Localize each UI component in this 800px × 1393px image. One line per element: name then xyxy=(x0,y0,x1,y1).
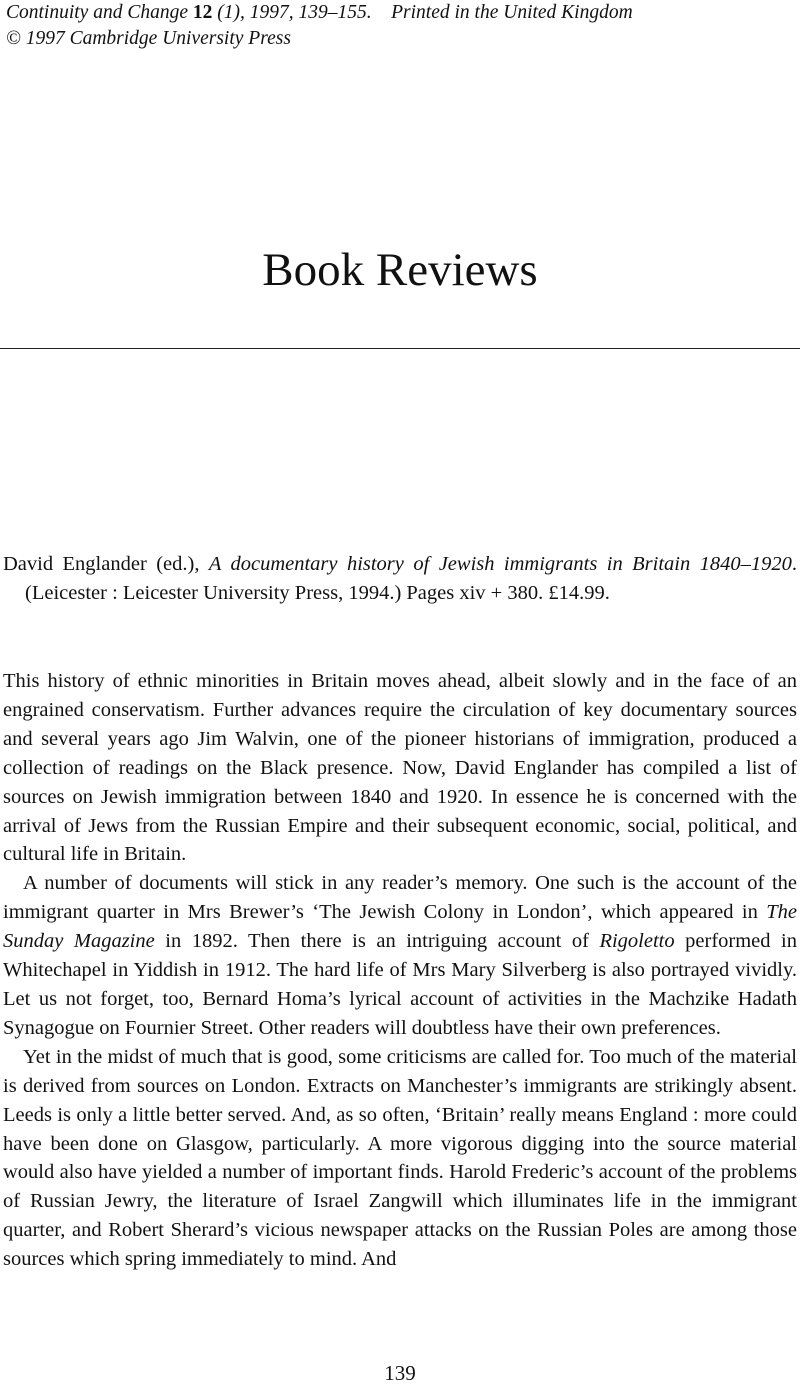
printed-note: Printed in the United Kingdom xyxy=(391,2,633,23)
paragraph-2-text-b: in 1892. Then there is an intriguing account of xyxy=(154,930,600,953)
copyright-line: © 1997 Cambridge University Press xyxy=(6,28,291,49)
paragraph-3: Yet in the midst of much that is good, some criticisms are called for. Too much of the material is derived from sources on London. Extracts on Manchester’s immigrants are strikingly absent. Leeds is only a little better served. And, as so often, ‘Britain’ really means England : more could have been done on Glasgow, particularly. A more vigorous digging into the source material would also have yielded a number of important finds. Harold Frederic’s account of the problems of Russian Jewry, the literature of Israel Zangwill which illuminates life in the immigrant quarter, and Robert Sherard’s vicious newspaper attacks on the Russian Poles are among those sources which spring immediately to mind. And xyxy=(3,1045,797,1271)
citation-details: . (Leicester : Leicester University Press, 1994.) Pages xiv + 380. £14.99. xyxy=(25,553,798,604)
journal-issue-pages: (1), 1997, 139–155. xyxy=(217,2,372,23)
journal-name: Continuity and Change xyxy=(6,2,188,23)
title-rule xyxy=(0,348,800,349)
journal-line xyxy=(6,0,796,26)
page-number: 139 xyxy=(384,1361,416,1385)
running-header xyxy=(6,0,796,52)
book-citation xyxy=(3,550,797,608)
section-title: Book Reviews xyxy=(262,244,538,296)
paragraph-2-text-c: performed in Whitechapel in Yiddish in 1912. The hard life of Mrs Mary Silverberg is also portrayed vividly. Let us not forget, too, Bernard Homa’s lyrical account of activities in the Machzike Hadath Synagogue on Fournier Street. Other readers will doubtless have their own preferences. xyxy=(3,930,797,1039)
paragraph-1: This history of ethnic minorities in Britain moves ahead, albeit slowly and in the face of an engrained conservatism. Further advances require the circulation of key documentary sources and several years ago Jim Walvin, one of the pioneer historians of immigration, produced a collection of readings on the Black presence. Now, David Englander has compiled a list of sources on Jewish immigration between 1840 and 1920. In essence he is concerned with the arrival of Jews from the Russian Empire and their subsequent economic, social, political, and cultural life in Britain. xyxy=(3,670,797,866)
opera-title: Rigoletto xyxy=(599,930,675,953)
journal-volume: 12 xyxy=(192,2,213,23)
citation-author: David Englander (ed.), xyxy=(3,553,200,575)
paragraph-2-text-a: A number of documents will stick in any reader’s memory. One such is the account of the immigrant quarter in Mrs Brewer’s ‘The Jewish Colony in London’, which appeared in xyxy=(3,872,797,924)
review-body xyxy=(3,667,797,1274)
magazine-title: The Sunday Magazine xyxy=(3,901,797,953)
citation-title: A documentary history of Jewish immigrants in Britain 1840–1920 xyxy=(208,553,792,575)
paragraph-2 xyxy=(3,869,797,1042)
